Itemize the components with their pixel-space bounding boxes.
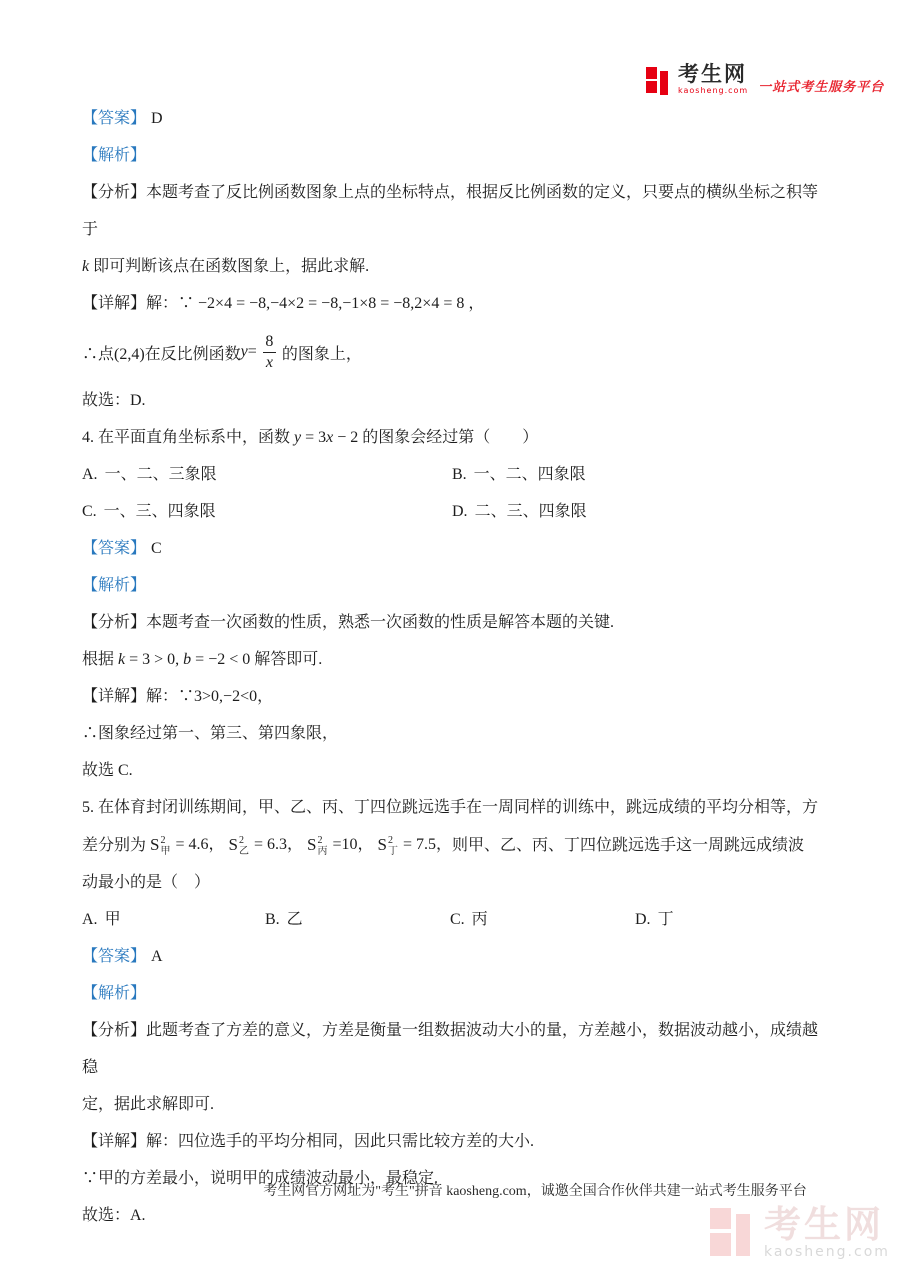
math-var-x: x (326, 429, 334, 446)
document-content (82, 100, 824, 1234)
option-c (82, 493, 452, 530)
variance-value: =10， (332, 836, 374, 853)
option-c (450, 901, 635, 938)
q3-explain-line (82, 137, 824, 174)
q5-options (82, 901, 824, 938)
option-b (265, 901, 450, 938)
watermark-domain: kaosheng.com (764, 1244, 890, 1260)
q3-answer-line (82, 100, 824, 137)
watermark-text (764, 1203, 890, 1260)
q4-explain-line (82, 567, 824, 604)
superscript: 2 (387, 835, 393, 846)
math-var-s: S (150, 835, 160, 854)
page-footer-text: 考生网官方网址为"考生"拼音 kaosheng.com，诚邀全国合作伙伴共建一站式考生服务平台 (263, 1184, 807, 1199)
variance-value: = 6.3， (253, 836, 304, 853)
detail-label: 【详解】解： (82, 295, 179, 312)
math-var-y: y (294, 429, 302, 446)
q4-stem (82, 419, 824, 456)
option-label: B. (452, 466, 467, 483)
brand-domain: kaosheng.com (678, 86, 749, 95)
fraction-numerator: 8 (265, 333, 274, 351)
option-label: B. (265, 911, 280, 928)
math-var-s: S (307, 835, 317, 854)
brand-name: 考生网 (678, 62, 747, 86)
watermark (710, 1203, 890, 1260)
q5-stem-line2-pre: 差分别为 (82, 837, 147, 854)
q4-analysis-text: 【分析】本题考查一次函数的性质，熟悉一次函数的性质是解答本题的关键. (82, 614, 615, 631)
sup-sub-stack (239, 836, 249, 857)
option-text: 二、三、四象限 (474, 503, 587, 520)
variance-ding (378, 826, 453, 863)
option-text: 丁 (657, 911, 674, 928)
q5-stem-line3: 动最小的是（ ） (82, 874, 211, 891)
q5-detail-line: 【详解】解：四位选手的平均分相同，因此只需比较方差的大小. (82, 1133, 535, 1150)
fraction-denominator: x (263, 352, 276, 372)
analysis-rest: 即可判断该点在函数图象上，据此求解. (89, 258, 370, 275)
q4-choose-line: 故选 C. (82, 762, 133, 779)
option-label: A. (82, 466, 98, 483)
math-var-k: k (118, 651, 126, 668)
q5-stem-line2-post: 则甲、乙、丙、丁四位跳远选手这一周跳远成绩波 (452, 837, 805, 854)
math-var-s: S (377, 835, 387, 854)
q4-stem-post: 的图象会经过第（ ） (358, 429, 539, 446)
math-text: = −2 < 0 (191, 651, 251, 668)
answer-label: 【答案】 (82, 110, 147, 127)
subscript: 乙 (238, 845, 249, 857)
conclusion-pre: ∴点(2,4)在反比例函数 (82, 345, 241, 363)
variance-yi (229, 826, 304, 863)
option-text: 丙 (471, 911, 488, 928)
option-text: 甲 (104, 911, 121, 928)
detail-label: 【详解】解： (82, 688, 179, 705)
kaosheng-logo-watermark-icon (710, 1206, 756, 1256)
option-text: 一、二、四象限 (473, 466, 586, 483)
subscript: 丁 (387, 845, 398, 857)
option-a (82, 456, 452, 493)
sup-sub-stack (160, 836, 170, 857)
option-a (82, 901, 265, 938)
answer-value: A (151, 948, 163, 965)
watermark-brand: 考生网 (764, 1203, 884, 1246)
q4-detail-line (82, 678, 824, 715)
brand-slogan: 一站式考生服务平台 (758, 80, 885, 95)
sup-sub-stack (388, 836, 398, 857)
q4-answer-line (82, 530, 824, 567)
q4-number: 4. (82, 429, 94, 446)
q5-analysis-text-2: 定，据此求解即可. (82, 1096, 215, 1113)
superscript: 2 (238, 835, 244, 846)
math-equals: = (247, 343, 257, 360)
math-var-y: y (240, 343, 248, 360)
explain-label: 【解析】 (82, 985, 147, 1002)
option-text: 乙 (286, 911, 303, 928)
q4-stem-math (294, 429, 358, 446)
basis-math (118, 651, 250, 668)
option-label: C. (450, 911, 465, 928)
q4-stem-pre: 在平面直角坐标系中，函数 (94, 429, 295, 446)
q5-choose-line: 故选：A. (82, 1207, 146, 1224)
detail-math: ∵3>0,−2<0， (178, 688, 274, 705)
q3-analysis-text: 【分析】本题考查了反比例函数图象上点的坐标特点，根据反比例函数的定义，只要点的横纵坐标之积等于 (82, 184, 819, 238)
math-var-b: b (183, 651, 192, 668)
q4-conclusion-line: ∴图象经过第一、第三、第四象限， (82, 725, 339, 742)
fraction (263, 332, 276, 371)
q5-analysis-text: 【分析】此题考查了方差的意义，方差是衡量一组数据波动大小的量，方差越小，数据波动越小，成绩越稳 (82, 1022, 819, 1076)
math-var-s: S (228, 835, 238, 854)
option-b (452, 456, 824, 493)
option-label: A. (82, 911, 98, 928)
math-text: − 2 (333, 429, 359, 446)
q4-basis-line (82, 641, 824, 678)
q5-stem-line2 (82, 826, 824, 864)
subscript: 丙 (317, 845, 328, 857)
option-text: 一、三、四象限 (103, 503, 216, 520)
math-text: = 3 > 0, (125, 651, 184, 668)
variance-value: = 4.6， (175, 836, 225, 853)
answer-value: C (151, 540, 162, 557)
kaosheng-logo-icon (646, 64, 672, 100)
superscript: 2 (160, 835, 166, 846)
explain-label: 【解析】 (82, 147, 147, 164)
q5-reason-line: ∵甲的方差最小，说明甲的成绩波动最小，最稳定. (82, 1170, 439, 1187)
detail-math: ∵ −2×4 = −8,−4×2 = −8,−1×8 = −8,2×4 = 8 ， (178, 295, 485, 312)
math-var-k: k (82, 258, 90, 275)
variance-jiă (150, 826, 225, 863)
option-label: D. (452, 503, 468, 520)
brand-block (678, 62, 748, 96)
option-label: D. (635, 911, 651, 928)
option-text: 一、二、三象限 (104, 466, 217, 483)
math-text: = 3 (301, 429, 327, 446)
option-d (635, 901, 824, 938)
superscript: 2 (317, 835, 323, 846)
q3-choose-line: 故选：D. (82, 392, 146, 409)
explain-label: 【解析】 (82, 577, 147, 594)
q3-analysis-text-2 (82, 248, 824, 285)
q3-detail-line (82, 285, 824, 322)
q5-stem-line1: 5. 在体育封闭训练期间，甲、乙、丙、丁四位跳远选手在一周同样的训练中，跳远成绩的平均分相等，方 (82, 799, 819, 816)
subscript: 甲 (160, 845, 171, 857)
q5-explain-line (82, 975, 824, 1012)
conclusion-post: 的图象上， (281, 345, 362, 363)
sup-sub-stack (317, 836, 327, 857)
q4-options (82, 456, 824, 530)
site-header (646, 62, 884, 100)
basis-pre: 根据 (82, 651, 119, 668)
answer-label: 【答案】 (82, 948, 147, 965)
option-label: C. (82, 503, 97, 520)
q5-answer-line (82, 938, 824, 975)
variance-value: = 7.5， (402, 836, 453, 853)
answer-label: 【答案】 (82, 540, 147, 557)
option-d (452, 493, 824, 530)
basis-post: 解答即可. (250, 651, 323, 668)
q3-conclusion-line (82, 322, 824, 382)
variance-bing (307, 826, 374, 863)
answer-value: D (151, 110, 163, 127)
